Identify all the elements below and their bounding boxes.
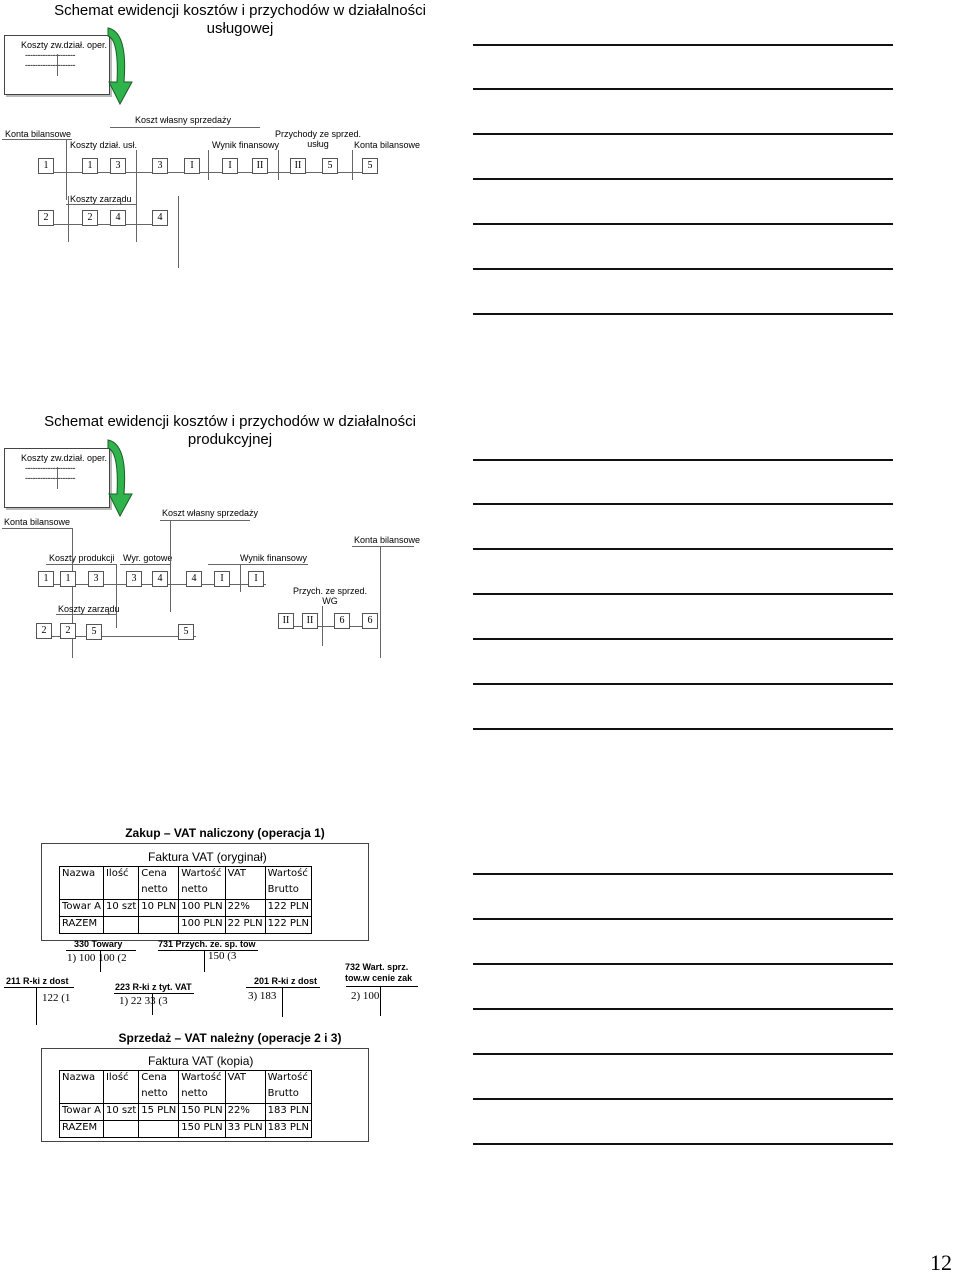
col-header-wartosc-netto: Wartość: [179, 867, 225, 884]
slide2-konta-bil-right-line: [352, 546, 414, 547]
slide1-koszt-wlasny-line: [110, 127, 260, 128]
slide2-box-title: Koszty zw.dział. oper.: [21, 453, 108, 463]
account-732-entry: 2) 100: [351, 990, 380, 1002]
col-header-wartosc-brutto: Wartość: [265, 1071, 311, 1088]
table-row: [60, 900, 312, 917]
account-223-entry: 1) 22 33 (3: [119, 995, 168, 1007]
note-line: [473, 728, 893, 730]
account-732-label: 732 Wart. sprz. tow.w cenie zak: [345, 962, 413, 983]
slide2-label-przych: Przych. ze sprzed. WG: [292, 586, 368, 606]
slide1-num-10: 5: [362, 158, 378, 174]
table-cell: Brutto: [265, 883, 311, 900]
slide1-box-dash-1: --------------------: [25, 50, 75, 60]
note-line: [473, 88, 893, 90]
account-731-vline: [204, 950, 205, 972]
table-cell: 22%: [225, 900, 265, 917]
account-211-vline: [36, 987, 37, 1025]
table-cell: 10 szt: [103, 1104, 138, 1121]
table-cell: [139, 917, 179, 934]
slide1-label-przychody: Przychody ze sprzed. usług: [274, 129, 362, 149]
slide1-num-12: 2: [82, 210, 98, 226]
table-cell: [103, 1121, 138, 1138]
slide2-label-koszt-wlasny: Koszt własny sprzedaży: [162, 508, 259, 518]
slide1-vline-4: [278, 150, 279, 180]
slide2-num-10: 2: [60, 623, 76, 639]
slide2-box-t-line: [57, 467, 58, 489]
table-cell: RAZEM: [60, 917, 104, 934]
table-cell: 100 PLN: [179, 900, 225, 917]
col-header-cena: Cena: [139, 867, 179, 884]
note-line: [473, 223, 893, 225]
slide1-flow-line-2: [46, 224, 166, 225]
account-330-line: [66, 950, 136, 951]
table-row: [60, 917, 312, 934]
account-223-label: 223 R-ki z tyt. VAT: [115, 982, 192, 992]
note-line: [473, 503, 893, 505]
col-header-wartosc-netto: Wartość: [179, 1071, 225, 1088]
slide1-num-13: 4: [110, 210, 126, 226]
col-header-cena: Cena: [139, 1071, 179, 1088]
slide3-title: Zakup – VAT naliczony (operacja 1): [125, 826, 325, 840]
slide2-num-4: 3: [126, 571, 142, 587]
slide2-num-13: II: [278, 613, 294, 629]
table-cell: 10 szt: [103, 900, 138, 917]
note-line: [473, 1098, 893, 1100]
table-cell: netto: [139, 883, 179, 900]
page-number: 12: [930, 1250, 952, 1275]
note-line: [473, 963, 893, 965]
slide1-vline-6: [136, 196, 137, 242]
slide2-num-8: I: [248, 571, 264, 587]
note-line: [473, 178, 893, 180]
slide2-num-12: 5: [178, 624, 194, 640]
slide1-vline-3: [208, 150, 209, 180]
table-row: [60, 1104, 312, 1121]
account-330-entry: 1) 100 100 (2: [67, 952, 127, 964]
account-201-line: [246, 987, 320, 988]
slide1-source-box: [4, 35, 110, 95]
slide1-koszty-zarzadu-line: [66, 204, 136, 205]
table-cell: RAZEM: [60, 1121, 104, 1138]
col-header-ilosc: Ilość: [103, 1071, 138, 1088]
table-cell: netto: [179, 1087, 225, 1104]
slide2-num-7: I: [214, 571, 230, 587]
slide2-koszty-produkcji-line: [46, 564, 116, 565]
slide2-vline-3: [170, 520, 171, 612]
slide1-vline-8: [68, 196, 69, 242]
slide1-num-6: I: [222, 158, 238, 174]
slide1-vline-7: [178, 196, 179, 268]
note-line: [473, 638, 893, 640]
table-cell: [225, 883, 265, 900]
account-732-vline: [380, 986, 381, 1016]
slide2-num-5: 4: [152, 571, 168, 587]
slide1-vline-1: [66, 140, 67, 200]
table-cell: [225, 1087, 265, 1104]
slide2-num-2: 1: [60, 571, 76, 587]
note-line: [473, 1143, 893, 1145]
table-cell: 22%: [225, 1104, 265, 1121]
note-line: [473, 1053, 893, 1055]
slide1-num-4: 3: [152, 158, 168, 174]
table-cell: [60, 883, 104, 900]
table-cell: Towar A: [60, 900, 104, 917]
slide2-koszt-wlasny-line: [160, 520, 250, 521]
slide2-num-6: 4: [186, 571, 202, 587]
table-cell: [103, 1087, 138, 1104]
note-line: [473, 683, 893, 685]
slide1-label-koszty-zarzadu: Koszty zarządu: [70, 194, 132, 204]
slide1-vline-5: [352, 150, 353, 180]
slide1-num-11: 2: [38, 210, 54, 226]
slide1-num-7: II: [252, 158, 268, 174]
slide1-num-5: I: [184, 158, 200, 174]
slide2-label-koszty-produkcji: Koszty produkcji: [49, 553, 115, 563]
table-cell: [60, 1087, 104, 1104]
slide1-label-konta-bilansowe-left: Konta bilansowe: [5, 129, 72, 139]
table-cell: 183 PLN: [265, 1104, 311, 1121]
slide2-box-dash-2: --------------------: [25, 473, 75, 483]
table-cell: [139, 1121, 179, 1138]
slide2-num-11: 5: [86, 624, 102, 640]
slide1-label-koszty-dzial-usl: Koszty dział. usł.: [70, 140, 138, 150]
account-731-label: 731 Przych. ze. sp. tow: [158, 939, 256, 949]
table-cell: [103, 917, 138, 934]
slide1-green-arrow-icon: [106, 26, 136, 106]
note-line: [473, 593, 893, 595]
slide2-label-konta-bilansowe-right: Konta bilansowe: [354, 535, 421, 545]
account-223-line: [114, 993, 194, 994]
slide2-green-arrow-icon: [106, 438, 136, 518]
slide1-title: Schemat ewidencji kosztów i przychodów w działalności usługowej: [54, 2, 426, 37]
note-line: [473, 133, 893, 135]
table-cell: Towar A: [60, 1104, 104, 1121]
account-211-line: [4, 987, 74, 988]
slide1-num-9: 5: [322, 158, 338, 174]
slide1-label-wynik: Wynik finansowy: [212, 140, 279, 150]
note-line: [473, 918, 893, 920]
account-732-line: [346, 986, 418, 987]
slide2-num-14: II: [302, 613, 318, 629]
slide2-label-konta-bilansowe-left: Konta bilansowe: [4, 517, 71, 527]
table-cell: netto: [179, 883, 225, 900]
slide1-num-2: 1: [82, 158, 98, 174]
table-cell: Brutto: [265, 1087, 311, 1104]
slide2-vline-5: [380, 546, 381, 658]
slide2-wyr-gotowe-line: [120, 564, 170, 565]
table-row: [60, 1121, 312, 1138]
table-cell: 100 PLN: [179, 917, 225, 934]
slide2-num-3: 3: [88, 571, 104, 587]
slide4-title: Sprzedaż – VAT należny (operacje 2 i 3): [118, 1031, 342, 1045]
table-cell: 33 PLN: [225, 1121, 265, 1138]
table-cell: 150 PLN: [179, 1121, 225, 1138]
account-211-label: 211 R-ki z dost: [6, 976, 69, 986]
slide4-invoice-title: Faktura VAT (kopia): [148, 1054, 254, 1068]
slide2-label-koszty-zarzadu: Koszty zarządu: [58, 604, 120, 614]
account-201-entry: 3) 183: [248, 990, 277, 1002]
slide3-invoice-table: [59, 866, 312, 934]
slide2-vline-2: [116, 564, 117, 628]
table-cell: 150 PLN: [179, 1104, 225, 1121]
col-header-vat: VAT: [225, 867, 265, 884]
slide1-num-1: 1: [38, 158, 54, 174]
slide3-invoice-title: Faktura VAT (oryginał): [148, 850, 267, 864]
slide1-konta-bil-left-line: [2, 139, 72, 140]
slide2-konta-bil-left-line: [2, 528, 72, 529]
table-cell: 15 PLN: [139, 1104, 179, 1121]
slide1-label-koszt-wlasny: Koszt własny sprzedaży: [135, 115, 232, 125]
table-cell: 183 PLN: [265, 1121, 311, 1138]
account-201-label: 201 R-ki z dost: [254, 976, 318, 986]
table-row: [60, 1071, 312, 1088]
slide1-box-dash-2: --------------------: [25, 60, 75, 70]
slide1-label-konta-bilansowe-right: Konta bilansowe: [354, 140, 421, 150]
table-cell: [103, 883, 138, 900]
col-header-nazwa: Nazwa: [60, 867, 104, 884]
slide2-wynik-line: [208, 564, 308, 565]
col-header-wartosc-brutto: Wartość: [265, 867, 311, 884]
note-line: [473, 313, 893, 315]
slide2-num-9: 2: [36, 623, 52, 639]
col-header-nazwa: Nazwa: [60, 1071, 104, 1088]
note-line: [473, 44, 893, 46]
slide1-num-3: 3: [110, 158, 126, 174]
slide2-box-dash-1: --------------------: [25, 463, 75, 473]
table-cell: netto: [139, 1087, 179, 1104]
note-line: [473, 548, 893, 550]
col-header-ilosc: Ilość: [103, 867, 138, 884]
slide2-vline-4: [240, 564, 241, 592]
col-header-vat: VAT: [225, 1071, 265, 1088]
note-line: [473, 268, 893, 270]
slide2-source-box: [4, 448, 110, 508]
note-line: [473, 459, 893, 461]
slide1-box-title: Koszty zw.dział. oper.: [21, 40, 108, 50]
slide2-title: Schemat ewidencji kosztów i przychodów w działalności produkcyjnej: [44, 413, 416, 448]
table-row: [60, 867, 312, 884]
table-cell: 22 PLN: [225, 917, 265, 934]
slide2-num-1: 1: [38, 571, 54, 587]
table-cell: 122 PLN: [265, 900, 311, 917]
note-line: [473, 873, 893, 875]
account-330-label: 330 Towary: [74, 939, 123, 949]
slide2-koszty-zarzadu-line: [56, 614, 116, 615]
table-row: [60, 883, 312, 900]
slide4-invoice-table: [59, 1070, 312, 1138]
account-731-entry: 150 (3: [208, 950, 237, 962]
note-line: [473, 1008, 893, 1010]
table-cell: 122 PLN: [265, 917, 311, 934]
slide2-label-wyr-gotowe: Wyr. gotowe: [123, 553, 173, 563]
slide2-num-16: 6: [362, 613, 378, 629]
table-row: [60, 1087, 312, 1104]
account-211-entry: 122 (1: [42, 992, 71, 1004]
slide1-num-8: II: [290, 158, 306, 174]
slide2-num-15: 6: [334, 613, 350, 629]
table-cell: 10 PLN: [139, 900, 179, 917]
slide2-label-wynik: Wynik finansowy: [240, 553, 307, 563]
slide1-num-14: 4: [152, 210, 168, 226]
slide1-box-t-line: [57, 54, 58, 76]
account-201-vline: [282, 987, 283, 1017]
